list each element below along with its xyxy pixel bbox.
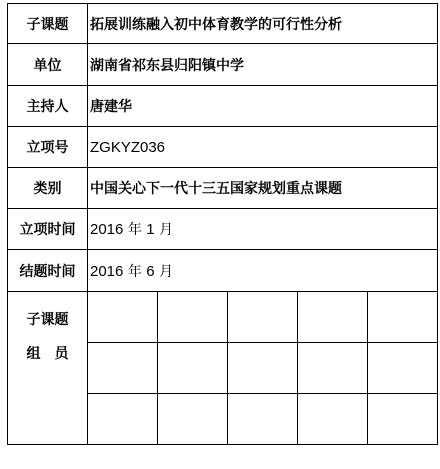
member-cell — [368, 292, 438, 343]
member-cell — [228, 394, 298, 445]
member-cell — [88, 394, 158, 445]
members-label-line2: 组员 — [26, 346, 83, 362]
member-cell — [368, 343, 438, 394]
row-host — [8, 86, 438, 127]
approval-date-label: 立项时间 — [8, 209, 88, 250]
unit-value: 湖南省祁东县归阳镇中学 — [88, 44, 438, 86]
member-cell — [158, 292, 228, 343]
member-cell — [298, 292, 368, 343]
unit-label: 单位 — [8, 44, 88, 86]
member-cell — [88, 292, 158, 343]
subproject-label: 子课题 — [8, 4, 88, 44]
completion-date-label: 结题时间 — [8, 250, 88, 292]
row-category — [8, 168, 438, 209]
completion-date-value — [88, 250, 438, 292]
member-cell — [368, 394, 438, 445]
members-label — [8, 292, 88, 445]
category-label: 类别 — [8, 168, 88, 209]
member-row — [8, 292, 438, 343]
category-value: 中国关心下一代十三五国家规划重点课题 — [88, 168, 438, 209]
completion-year-unit: 年 — [127, 263, 142, 280]
approval-date-value — [88, 209, 438, 250]
approval-month: 1 — [146, 221, 155, 238]
completion-month-unit: 月 — [159, 263, 174, 280]
members-label-line1: 子课题 — [26, 312, 69, 328]
subproject-value: 拓展训练融入初中体育教学的可行性分析 — [88, 4, 438, 44]
host-value: 唐建华 — [88, 86, 438, 127]
member-cell — [158, 343, 228, 394]
row-unit — [8, 44, 438, 86]
row-subproject — [8, 4, 438, 44]
project-number-value: ZGKYZ036 — [88, 127, 438, 168]
project-info-table — [7, 3, 438, 445]
member-cell — [228, 343, 298, 394]
completion-month: 6 — [146, 262, 155, 280]
row-approval-date — [8, 209, 438, 250]
approval-year: 2016 — [90, 221, 124, 238]
row-completion-date — [8, 250, 438, 292]
approval-year-unit: 年 — [127, 222, 142, 238]
completion-year: 2016 — [90, 262, 124, 280]
approval-month-unit: 月 — [159, 222, 174, 238]
row-project-number — [8, 127, 438, 168]
member-cell — [228, 292, 298, 343]
project-info-sheet — [7, 3, 437, 461]
member-cell — [298, 394, 368, 445]
host-label: 主持人 — [8, 86, 88, 127]
member-cell — [88, 343, 158, 394]
member-cell — [298, 343, 368, 394]
member-cell — [158, 394, 228, 445]
project-number-label: 立项号 — [8, 127, 88, 168]
